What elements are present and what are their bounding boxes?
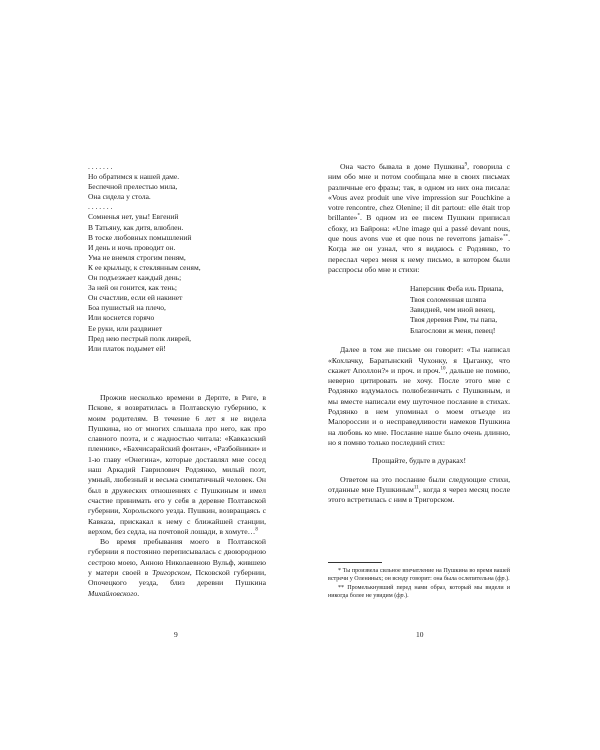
page-number-left: 9 (174, 630, 178, 639)
verse-line: Ума не внемля строгим пеням, (88, 252, 186, 262)
verse-line: Благослови ж меня, певец! (410, 325, 496, 335)
note-ref[interactable]: 10 (440, 366, 446, 372)
verse-line: . . . . . . . (88, 202, 113, 212)
verse-line: Она сидела у стола. (88, 192, 151, 202)
footnote-divider (328, 562, 382, 563)
right-prose (328, 162, 510, 505)
verse-line: Завидней, чем иной венец, (410, 305, 496, 315)
verse-line: Твоя деревня Рим, ты папа, (410, 315, 498, 325)
verse-line: К ее крыльцу, к стеклянным сеням, (88, 262, 201, 272)
verse-line: И день и ночь проводит он. (88, 242, 176, 252)
verse-line: Он счастлив, если ей накинет (88, 293, 183, 303)
left-prose (88, 393, 266, 599)
footnote-ref[interactable]: ** (503, 234, 509, 240)
paragraph-dorpat: Прожив несколько времени в Дерпте, в Риге, в Пскове, я возвратилась в Полтавскую губернию, к моим родителям. В течение 6 лет я не видела Пушкина, но от многих слышала про него, как про славного поэта, и с жадностью читала: «Кавказский пленник», «Бахчисарайский фонтан», «Разбойники» и 1-ю главу «Онегина», которые доставлял мне сосед наш Аркадий Гаврилович Родзянко, милый поэт, умный, любезный и весьма симпатичный человек. Он был в дружеских отношениях с Пушкиным и имел счастие принимать его у себя в деревне Полтавской губернии, Хорольского уезда. Пушкин, возвращаясь с Кавказа, прискакал к нему с ближайшей станции, верхом, без седла, на почтовой лошади, в хомуте…$^8$ (88, 393, 266, 536)
verse-line: Он подъезжает каждый день; (88, 273, 182, 283)
verse-line: В тоске любовных помышлений (88, 232, 192, 242)
verse-line: Ее руки, или раздвинет (88, 323, 163, 333)
verse-line: Сомненья нет, увы! Евгений (88, 212, 179, 222)
verse-line: Наперсник Феба иль Приапа, (410, 284, 504, 294)
note-ref[interactable]: 11 (413, 485, 419, 491)
phoebus-verse (410, 284, 510, 336)
verse-line: Беспечной прелестью мила, (88, 182, 178, 192)
footnote-2: ** Промелькнувший перед нами образ, который мы видели и никогда более не увидим (фр.). (328, 584, 510, 600)
farewell-line: Прощайте, будьте в дураках! (371, 456, 467, 466)
verse-line: . . . . . . . (88, 162, 113, 171)
paragraph-letter: Далее в том же письме он говорит: «Ты написал «Кохлачку, Баратынский Чухонку, я Цыганку, что скажет Аполлон?» и проч. и проч.$^{10}$, дальше не помню, неверно цитировать не хочу. После этого мне с Родзянко вздумалось полюбезничать с Пушкиным, и мы вместе написали ему шуточное послание в стихах. Родзянко в нем упоминал о моем отъезде из Малороссии и о несправедливости намеков Пушкина на любовь ко мне. Послание наше было очень длинно, но я помню только последний стих: (328, 345, 511, 447)
verse-line: В Татьяну, как дитя, влюблен. (88, 222, 184, 232)
verse-line: Или коснется горячо (88, 313, 155, 323)
note-ref[interactable]: 8 (255, 527, 258, 533)
note-ref[interactable]: 9 (464, 162, 468, 168)
verse-line: Боа пушистый на плечо, (88, 303, 166, 313)
verse-line: За ней он гонится, как тень; (88, 283, 177, 293)
paragraph-answer: Ответом на это послание были следующие стихи, отданные мне Пушкиным$^{11}$, когда я через месяц после этого встретилась с ним в Тригорском. (328, 474, 510, 505)
verse-line: Твоя соломенная шляпа (410, 294, 487, 304)
page-number-right: 10 (416, 630, 424, 639)
footnote-ref[interactable]: * (357, 213, 360, 219)
verse-line: Или платок подымет ей! (88, 343, 166, 353)
onegin-verse-excerpt (88, 162, 268, 354)
verse-line: Но обратимся к нашей даме. (88, 172, 180, 182)
footnotes (328, 562, 510, 601)
verse-line: Пред нею пестрый полк ливрей, (88, 333, 192, 343)
paragraph-pushkin-house: Она часто бывала в доме Пушкина$^9$, говорила с ним обо мне и потом сообщала мне в своих письмах различные его фразы; так, в одном из них она писала: «Vous avez produit une vive impression sur Pouchkine a votre rencontre, chez Olenine; il dit partout: elle était trop brillante»*. В одном из ее писем Пушкин приписал сбоку, из Байрона: «Une image qui a passé devant nous, que nous avons vue et que nous ne reverrons jamais»**. Когда же он узнал, что я видаюсь с Родзянко, то переслал через меня к нему письмо, в котором были расспросы обо мне и стихи: (328, 162, 510, 274)
right-page (300, 0, 600, 750)
paragraph-correspondence: Во время пребывания моего в Полтавской губернии я постоянно переписывалась с двоюродною сестрою моею, Анною Николаевною Вульф, жившею у матери своей в Тригорском, Псковской губернии, Опочецкого уезда, близ деревни Пушкина Михайловского. (88, 537, 266, 598)
footnote-1: * Ты произвела сильное впечатление на Пушкина во время вашей встречи у Олениных; он всюду говорит: она была ослепительна (фр.). (328, 568, 510, 583)
